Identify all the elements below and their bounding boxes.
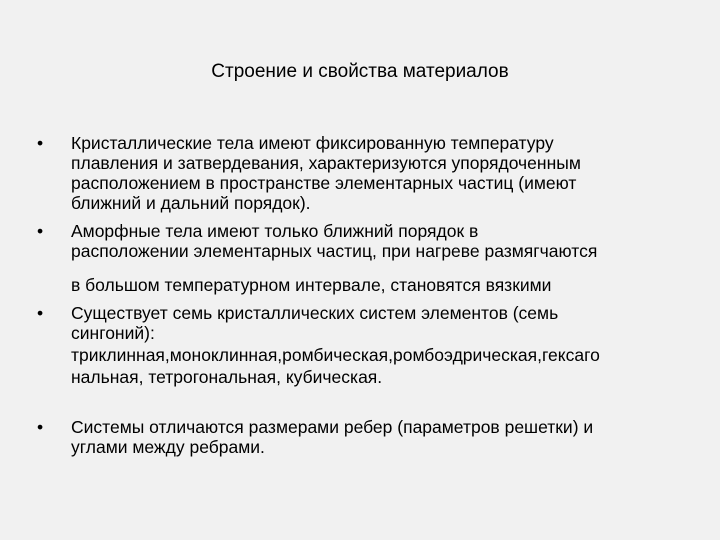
slide-title: Строение и свойства материалов <box>211 61 509 82</box>
bullet-text-line: Кристаллические тела имеют фиксированную температуру <box>71 133 554 153</box>
bullet-marker: • <box>37 221 44 241</box>
bullet-text-line: ближний и дальний порядок). <box>71 193 311 213</box>
bullet-text-line: углами между ребрами. <box>71 437 265 457</box>
bullet-text-line: плавления и затвердевания, характеризуются упорядоченным <box>71 153 581 173</box>
bullet-text-line: сингоний): <box>71 323 155 343</box>
bullet-text-line: в большом температурном интервале, становятся вязкими <box>71 275 552 295</box>
bullet-marker: • <box>37 133 44 153</box>
bullet-text-line: триклинная,моноклинная,ромбическая,ромбоэдрическая,гексаго <box>71 345 600 365</box>
bullet-text-line: нальная, тетрогональная, кубическая. <box>71 367 383 387</box>
bullet-text-line: расположении элементарных частиц, при нагреве размягчаются <box>71 241 598 261</box>
bullet-text-line: Существует семь кристаллических систем элементов (семь <box>71 303 559 323</box>
bullet-text-line: Аморфные тела имеют только ближний порядок в <box>71 221 479 241</box>
bullet-marker: • <box>37 303 44 323</box>
bullet-marker: • <box>37 417 44 437</box>
bullet-text-line: Системы отличаются размерами ребер (параметров решетки) и <box>71 417 594 437</box>
bullet-text-line: расположением в пространстве элементарных частиц (имеют <box>71 173 577 193</box>
